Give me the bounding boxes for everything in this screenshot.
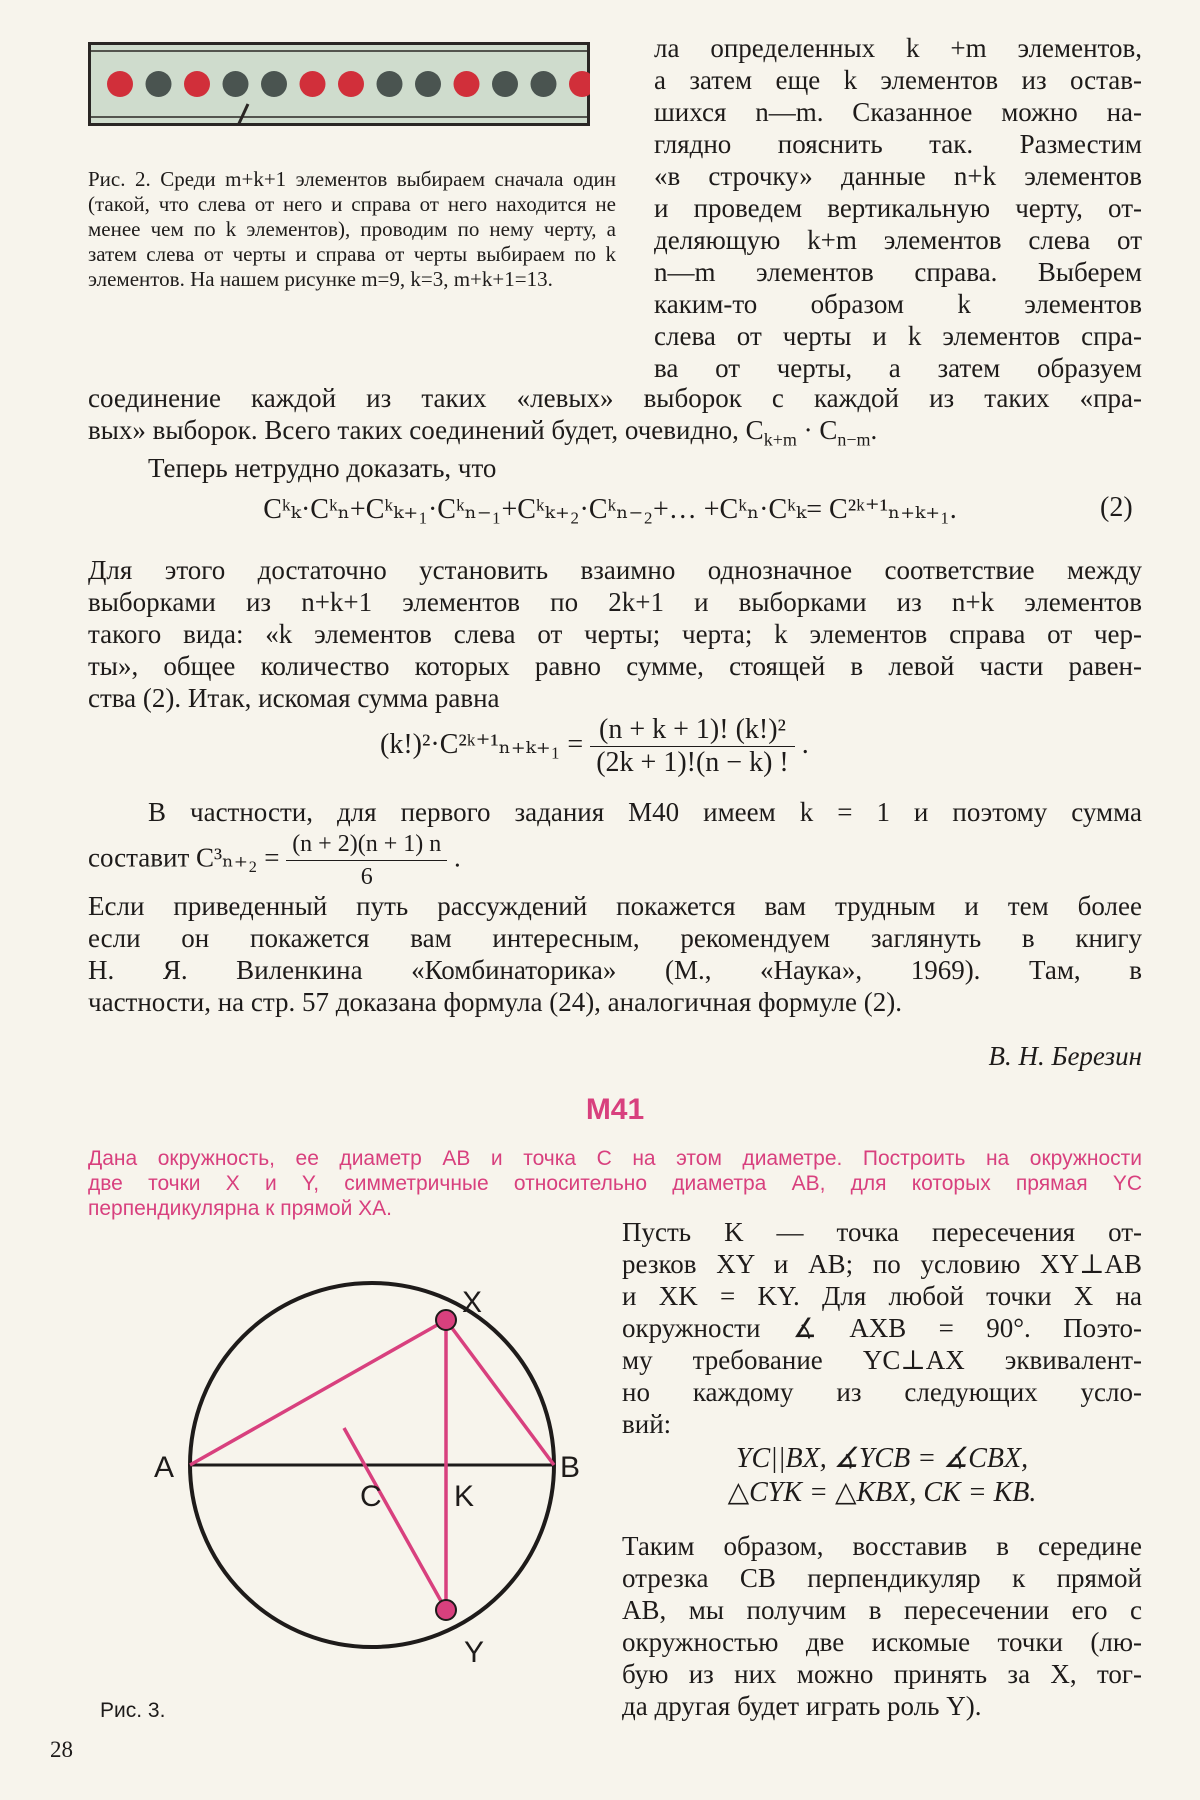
text-line: Н. Я. Виленкина «Комбинаторика» (М., «Наука», 1969). Там, в (88, 955, 1142, 985)
red-bead (107, 71, 133, 97)
m41-statement (88, 1146, 1142, 1221)
red-bead (184, 71, 210, 97)
formula-2-number: (2) (1100, 492, 1133, 523)
fig3-label-x: X (462, 1286, 483, 1319)
text-line: а затем еще k элементов из остав- (654, 65, 1142, 95)
body-line-text: вых» выборок. Всего таких соединений будет, очевидно, C (88, 415, 764, 445)
sub-text: k+m (763, 429, 797, 450)
formula-3 (380, 714, 880, 779)
sub-text: n−m (837, 429, 871, 450)
conclusion (622, 1530, 1142, 1722)
text-line: каким-то образом k элементов (654, 289, 1142, 319)
fig3-label-b: B (560, 1451, 581, 1484)
fig3-caption: Рис. 3. (100, 1699, 166, 1722)
para-3-line2 (88, 828, 788, 893)
text-line: частности, на стр. 57 доказана формула (24), аналогичная формуле (2). (88, 987, 902, 1017)
text-line: ва от черты, а затем образуем (654, 353, 1142, 383)
fig3-segment-yc (344, 1428, 446, 1610)
body-line: соединение каждой из таких «левых» выборок с каждой из таких «пра- (88, 383, 1142, 413)
gray-bead (223, 71, 249, 97)
fig3-label-a: A (154, 1451, 175, 1484)
gray-bead (261, 71, 287, 97)
text-line: Если приведенный путь рассуждений покажется вам трудным и тем более (88, 891, 1142, 921)
text-line: окружностью две искомые точки (лю- (622, 1627, 1142, 1657)
red-bead (300, 71, 326, 97)
text-line: Пусть K — точка пересечения от- (622, 1217, 1142, 1247)
text-line: отрезка CB перпендикуляр к прямой (622, 1563, 1142, 1593)
red-bead (454, 71, 480, 97)
text-line: слева от черты и k элементов спра- (654, 321, 1142, 351)
gray-bead (531, 71, 557, 97)
text-line: резков XY и AB; по условию XY⊥AB (622, 1249, 1142, 1279)
fig3-graphic (70, 1270, 590, 1690)
text-line: ства (2). Итак, искомая сумма равна (88, 683, 500, 713)
signature: В. Н. Березин (988, 1041, 1142, 1071)
gray-bead (146, 71, 172, 97)
formula-2-text: Cᵏₖ·Cᵏₙ+Cᵏₖ₊₁·Cᵏₙ₋₁+Cᵏₖ₊₂·Cᵏₙ₋₂+… +Cᵏₙ·Cᵏₖ= C²ᵏ⁺¹ₙ₊ₖ₊₁. (263, 494, 957, 525)
text-line: «в строчку» данные n+k элементов (654, 161, 1142, 191)
formula-4-frac (286, 828, 447, 893)
text-line: да другая будет играть роль Y). (622, 1691, 982, 1721)
conditions (622, 1442, 1142, 1510)
body-top (88, 382, 1142, 455)
text-line: Таким образом, восставив в середине (622, 1531, 1142, 1561)
text-line: и проведем вертикальную черту, от- (654, 193, 1142, 223)
fig2-graphic (88, 42, 590, 126)
fig3-point-x (436, 1310, 456, 1330)
text-line: n—m элементов справа. Выберем (654, 257, 1142, 287)
para-2 (88, 554, 1142, 714)
text-line: шихся n—m. Сказанное можно на- (654, 97, 1142, 127)
text-line: деляющую k+m элементов слева от (654, 225, 1142, 255)
para-3-line: В частности, для первого задания M40 имеем k = 1 и поэтому сумма (148, 797, 1142, 827)
red-bead (338, 71, 364, 97)
fig2-caption (88, 167, 616, 292)
gray-bead (377, 71, 403, 97)
right-column (654, 32, 1142, 384)
gray-bead (492, 71, 518, 97)
text-line: если он покажется вам интересным, рекомендуем заглянуть в книгу (88, 923, 1142, 953)
formula-3-den: (2k + 1)!(n − k) ! (596, 747, 789, 778)
text-line: глядно пояснить так. Разместим (654, 129, 1142, 159)
para-3-prefix: составит C³ₙ₊₂ = (88, 842, 280, 873)
m41-title: M41 (585, 1093, 645, 1126)
condition-line: △CYK = △KBX, CK = KB. (727, 1477, 1037, 1508)
fig3-label-k: K (454, 1480, 475, 1513)
text-line: Для этого достаточно установить взаимно однозначное соответствие между (88, 555, 1142, 585)
text-line: но каждому из следующих усло- (622, 1377, 1142, 1407)
formula-3-num: (n + k + 1)! (k!)² (590, 714, 795, 747)
sub-index (764, 429, 797, 449)
gray-bead (415, 71, 441, 97)
text-line: Дана окружность, ее диаметр AB и точка C на этом диаметре. Построить на окружности (88, 1147, 1142, 1170)
text-line: и XK = KY. Для любой точки X на (622, 1281, 1142, 1311)
fig3-label-y: Y (464, 1636, 485, 1669)
fig3-point-y (436, 1600, 456, 1620)
text-line: вий: (622, 1409, 672, 1439)
text-line: ты», общее количество которых равно сумме, стоящей в левой части равен- (88, 651, 1142, 681)
text-line: окружности ∡ AXB = 90°. Поэто- (622, 1313, 1142, 1343)
fig3-label-c: C (360, 1480, 382, 1513)
condition-line: YC||BX, ∡YCB = ∡CBX, (735, 1443, 1029, 1474)
text-line: AB, мы получим в пересечении его с (622, 1595, 1142, 1625)
formula-4-tail: . (453, 842, 461, 873)
fig2-caption-text: Рис. 2. Среди m+k+1 элементов выбираем сначала один (такой, что слева от него и справа от него находится не менее чем по k элементов), проводим по нему черту, а затем слева от черты и справа от черты выбираем по k элементов. На нашем рисунке m=9, k=3, m+k+1=13. (88, 167, 616, 291)
now-prove: Теперь нетрудно доказать, что (148, 453, 497, 483)
fig2-strip (88, 42, 590, 126)
formula-3-frac (590, 714, 795, 779)
formula-3-left: (k!)²·C²ᵏ⁺¹ₙ₊ₖ₊₁ = (380, 728, 584, 760)
solution (622, 1216, 1142, 1440)
para-4 (88, 890, 1142, 1018)
formula-3-tail: . (801, 728, 809, 760)
text-line: выборками из n+k+1 элементов по 2k+1 и выборками из n+k элементов (88, 587, 1142, 617)
fig3-segment-ax (190, 1320, 446, 1465)
text-line: бую из них можно принять за X, тог- (622, 1659, 1142, 1689)
text-line: му требование YC⊥AX эквивалент- (622, 1345, 1142, 1375)
text-line: такого вида: «k элементов слева от черты; черта; k элементов справа от чер- (88, 619, 1142, 649)
formula-2 (200, 492, 1020, 526)
dot: · C (796, 415, 838, 445)
body-line: вых» выборок. Всего таких соединений будет, очевидно, $C_{k+m} \cdot C_{n-m}$. (88, 415, 878, 450)
fig3 (70, 1270, 590, 1690)
formula-4-num: (n + 2)(n + 1) n (286, 828, 447, 861)
text-line: перпендикулярна к прямой XA. (88, 1197, 392, 1220)
sub-index (837, 429, 870, 449)
text-line: две точки X и Y, симметричные относительно диаметра AB, для которых прямая YC (88, 1172, 1142, 1195)
formula-4-den: 6 (360, 864, 373, 890)
text-line: ла определенных k +m элементов, (654, 33, 1142, 63)
page-number: 28 (50, 1737, 73, 1762)
